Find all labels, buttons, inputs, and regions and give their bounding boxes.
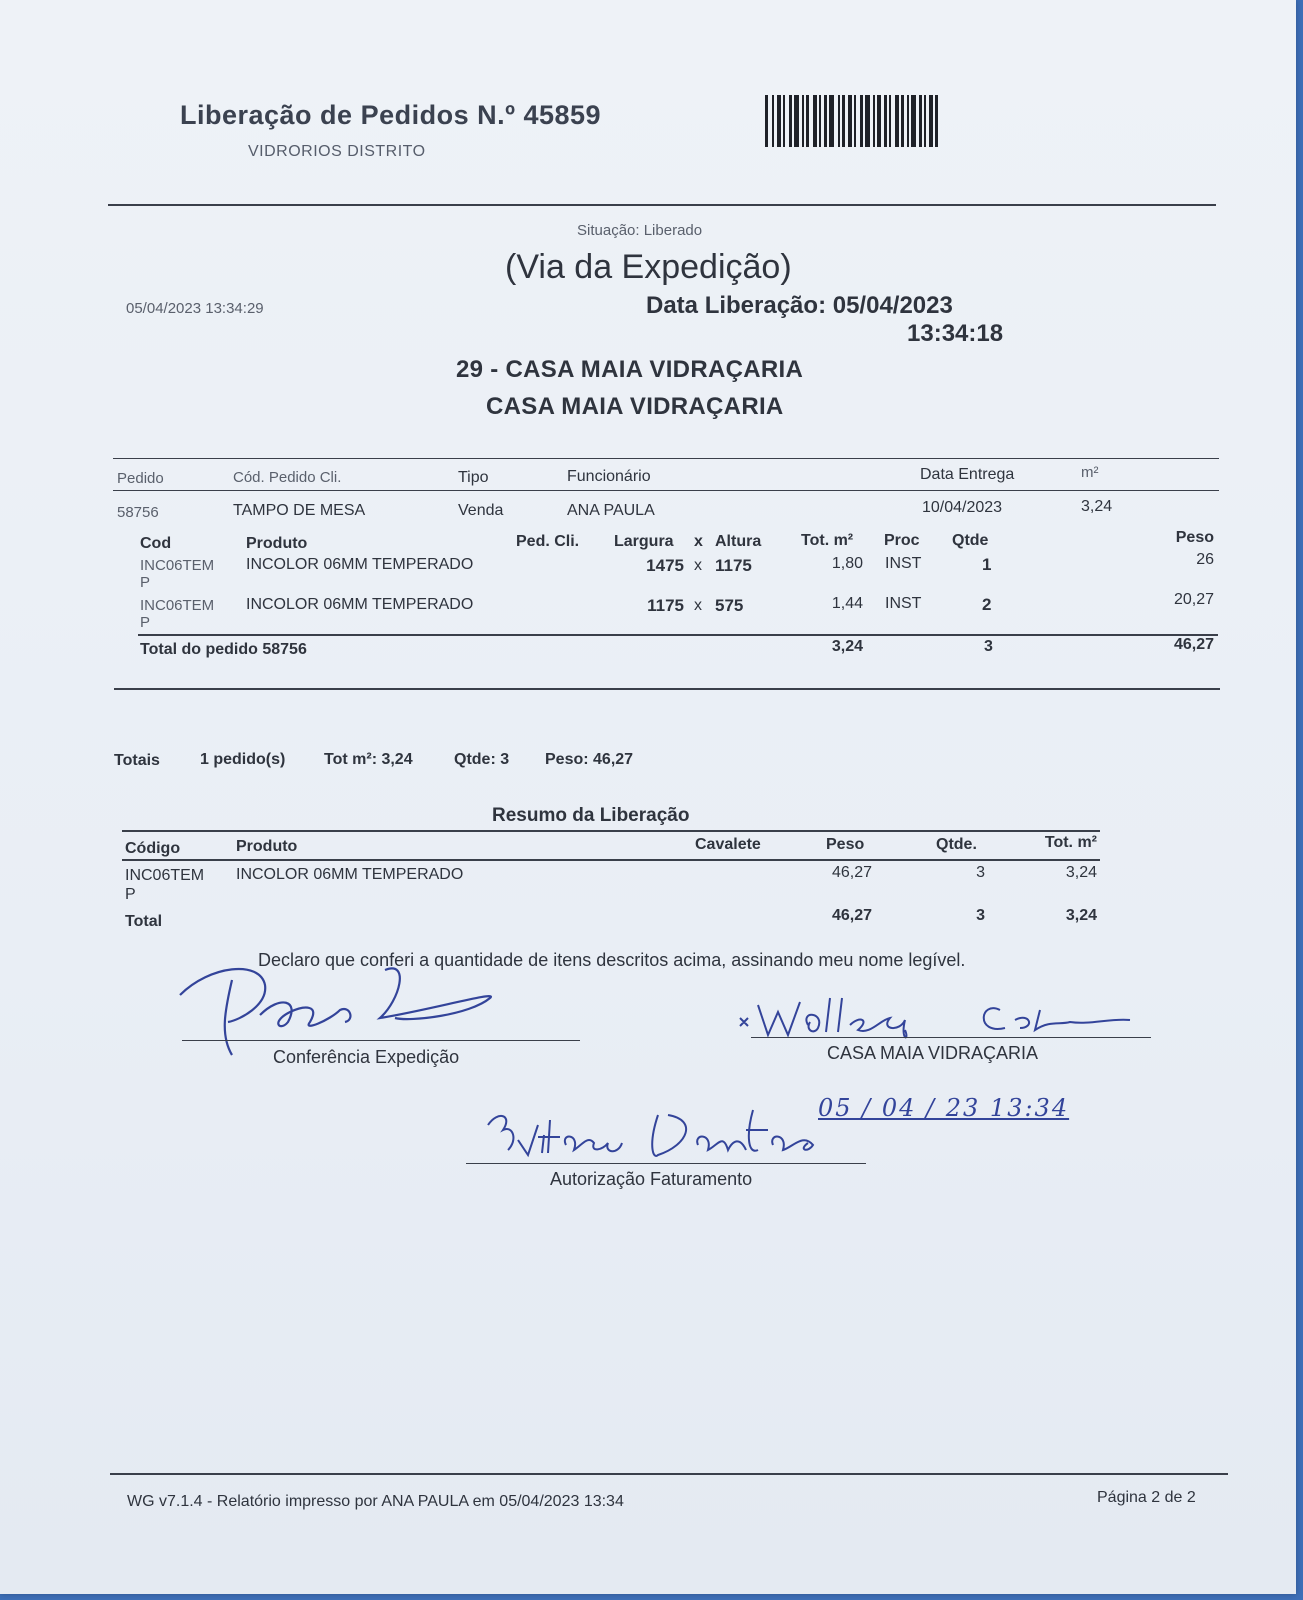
resumo-row-qtde: 3: [976, 864, 985, 881]
conferencia-sign-line: [182, 1040, 580, 1041]
signature-autorizacao: [478, 1105, 818, 1175]
pedido-bottom-line: [114, 688, 1220, 690]
resumo-row-tot-m2: 3,24: [1065, 864, 1097, 881]
item-cod-cont: P: [140, 614, 151, 631]
pedido-top-line: [113, 458, 1219, 459]
data-liberacao: Data Liberação: 05/04/2023: [646, 292, 953, 319]
resumo-title: Resumo da Liberação: [492, 805, 690, 826]
resumo-total-qtde: 3: [976, 907, 985, 924]
resumo-total-peso: 46,27: [831, 907, 872, 924]
resumo-total-tot-m2: 3,24: [1065, 907, 1097, 924]
item-largura: 1475: [646, 556, 684, 575]
pedido-header-line: [113, 490, 1219, 491]
declaracao-text: Declaro que conferi a quantidade de itens descritos acima, assinando meu nome legível.: [258, 950, 966, 970]
totais-pedidos: 1 pedido(s): [200, 751, 286, 768]
resumo-row-cod-cont: P: [125, 886, 136, 903]
item-col-ped-cli: Ped. Cli.: [516, 533, 580, 550]
item-col-produto: Produto: [246, 535, 308, 552]
item-cod-cont: P: [140, 574, 151, 591]
col-pedido: Pedido: [117, 470, 164, 487]
resumo-row-peso: 46,27: [831, 864, 872, 881]
cliente-line1: 29 - CASA MAIA VIDRAÇARIA: [456, 356, 804, 383]
autorizacao-sign-line: [466, 1163, 866, 1164]
item-total-line: [138, 634, 1218, 636]
item-cod: INC06TEM: [140, 597, 215, 614]
pedido-cod-cli: TAMPO DE MESA: [233, 502, 366, 519]
cliente-line2: CASA MAIA VIDRAÇARIA: [486, 393, 784, 420]
item-proc: INST: [885, 555, 922, 572]
resumo-col-cavalete: Cavalete: [695, 836, 761, 853]
col-cod-pedido-cli: Cód. Pedido Cli.: [233, 469, 342, 486]
pedido-funcionario: ANA PAULA: [567, 502, 655, 519]
item-col-tot-m2: Tot. m²: [801, 532, 854, 549]
resumo-header-line: [122, 859, 1100, 861]
total-pedido-m2: 3,24: [831, 638, 863, 655]
autorizacao-label: Autorização Faturamento: [550, 1169, 753, 1189]
data-liberacao-time: 13:34:18: [907, 320, 1004, 347]
resumo-row-cod: INC06TEM: [125, 867, 205, 884]
header-divider: [108, 204, 1216, 206]
footer-page: Página 2 de 2: [1097, 1489, 1196, 1506]
situacao-label: Situação: Liberado: [577, 222, 703, 239]
totais-label: Totais: [114, 752, 160, 769]
item-qtde: 2: [982, 595, 992, 614]
resumo-col-peso: Peso: [826, 836, 865, 853]
col-tipo: Tipo: [458, 469, 489, 486]
item-produto: INCOLOR 06MM TEMPERADO: [246, 556, 474, 573]
pedido-tipo: Venda: [458, 502, 504, 519]
col-funcionario: Funcionário: [567, 468, 651, 485]
cliente-sign-line: [751, 1037, 1151, 1038]
footer-left: WG v7.1.4 - Relatório impresso por ANA PAULA em 05/04/2023 13:34: [127, 1493, 624, 1510]
item-peso: 20,27: [1173, 591, 1214, 608]
col-data-entrega: Data Entrega: [920, 466, 1015, 483]
totais-m2: Tot m²: 3,24: [324, 751, 413, 768]
resumo-row-produto: INCOLOR 06MM TEMPERADO: [236, 866, 464, 883]
conferencia-label: Conferência Expedição: [273, 1047, 460, 1067]
item-x: x: [694, 597, 702, 614]
resumo-col-tot-m2: Tot. m²: [1044, 834, 1097, 851]
totais-qtde: Qtde: 3: [454, 751, 510, 768]
item-altura: 1175: [715, 556, 752, 575]
item-col-qtde: Qtde: [952, 532, 989, 549]
barcode-icon: [765, 95, 960, 147]
item-col-peso: Peso: [1175, 529, 1214, 546]
col-m2: m²: [1081, 464, 1099, 481]
item-cod: INC06TEM: [140, 557, 215, 574]
item-col-altura: Altura: [715, 533, 762, 550]
resumo-col-produto: Produto: [236, 838, 298, 855]
total-pedido-label: Total do pedido 58756: [140, 641, 307, 658]
item-col-proc: Proc: [884, 532, 920, 549]
item-produto: INCOLOR 06MM TEMPERADO: [246, 596, 474, 613]
pedido-m2: 3,24: [1081, 498, 1113, 515]
resumo-col-codigo: Código: [125, 840, 181, 857]
signature-conferencia: [170, 960, 520, 1060]
item-tot-m2: 1,44: [831, 595, 863, 612]
cliente-label: CASA MAIA VIDRAÇARIA: [827, 1043, 1039, 1063]
item-col-x: x: [694, 533, 703, 550]
item-qtde: 1: [982, 555, 992, 574]
total-pedido-qtde: 3: [984, 638, 993, 655]
pedido-numero: 58756: [117, 504, 159, 521]
company-name: VIDRORIOS DISTRITO: [248, 143, 426, 160]
via-label: (Via da Expedição): [505, 248, 792, 286]
resumo-top-line: [122, 830, 1100, 832]
item-tot-m2: 1,80: [831, 555, 863, 572]
total-pedido-peso: 46,27: [1173, 636, 1214, 653]
resumo-total-label: Total: [125, 913, 163, 930]
resumo-col-qtde: Qtde.: [936, 836, 977, 853]
item-altura: 575: [715, 596, 744, 615]
item-proc: INST: [885, 595, 922, 612]
print-datetime: 05/04/2023 13:34:29: [126, 300, 264, 317]
pedido-data-entrega: 10/04/2023: [922, 499, 1003, 516]
item-col-largura: Largura: [614, 533, 674, 550]
totais-peso: Peso: 46,27: [545, 751, 634, 768]
item-x: x: [694, 557, 702, 574]
item-col-cod: Cod: [140, 535, 172, 552]
document-title: Liberação de Pedidos N.º 45859: [180, 100, 602, 130]
item-largura: 1175: [647, 596, 684, 615]
handwritten-date: 05 / 04 / 23 13:34: [818, 1094, 1070, 1122]
footer-line: [110, 1473, 1228, 1475]
item-peso: 26: [1196, 551, 1214, 568]
